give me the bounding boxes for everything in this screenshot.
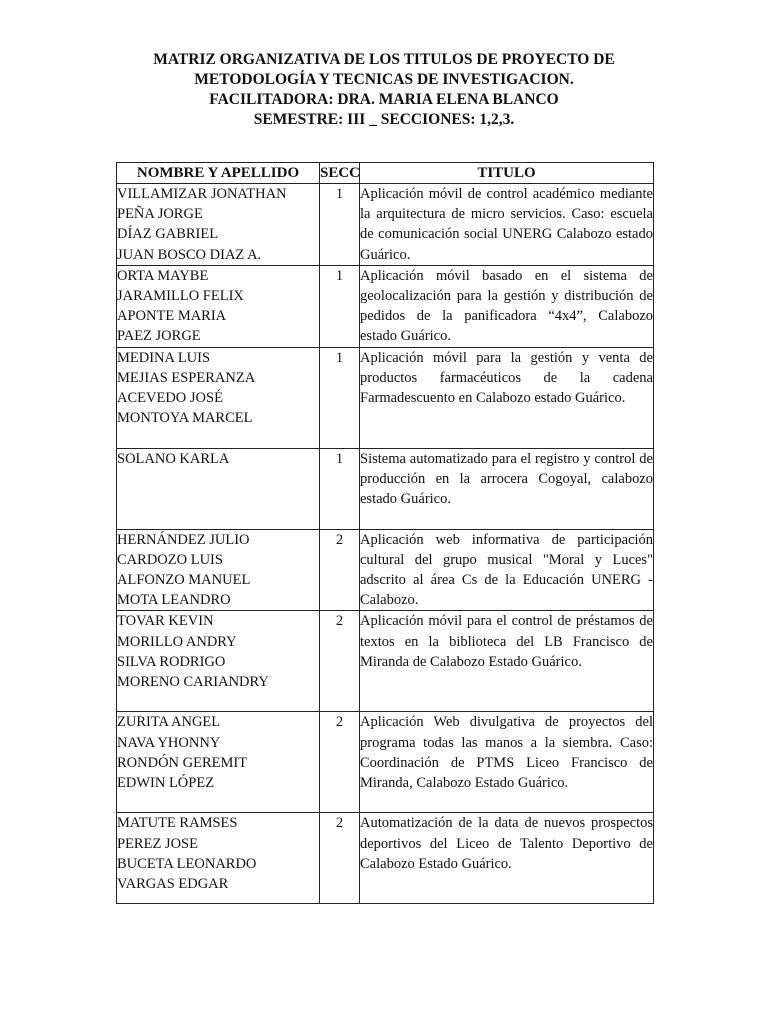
student-name: ACEVEDO JOSÉ	[117, 390, 223, 407]
student-name: DÍAZ GABRIEL	[117, 226, 219, 243]
table-row	[117, 347, 654, 448]
table-row	[117, 611, 654, 712]
student-name: MOTA LEANDRO	[117, 592, 231, 609]
student-names-cell	[117, 265, 320, 347]
student-name: ORTA MAYBE	[117, 267, 209, 284]
project-title-cell: Aplicación móvil para el control de préstamos de textos en la biblioteca del LB Francisco de Miranda de Calabozo Estado Guárico.	[360, 611, 654, 712]
section-cell: 1	[320, 265, 360, 347]
table-row	[117, 529, 654, 611]
student-name: TOVAR KEVIN	[117, 613, 214, 630]
section-cell: 2	[320, 712, 360, 813]
student-names-cell	[117, 347, 320, 448]
student-name: MEJIAS ESPERANZA	[117, 369, 256, 386]
projects-table	[116, 162, 654, 904]
student-name: MORENO CARIANDRY	[117, 674, 269, 691]
section-cell: 2	[320, 529, 360, 611]
project-title-cell: Aplicación móvil para la gestión y venta de productos farmacéuticos de la cadena Farmadescuento en Calabozo estado Guárico.	[360, 347, 654, 448]
section-cell: 2	[320, 611, 360, 712]
student-name: PAEZ JORGE	[117, 328, 201, 345]
project-title-cell: Aplicación móvil de control académico mediante la arquitectura de micro servicios. Caso: escuela de comunicación social UNERG Calabozo estado Guárico.	[360, 184, 654, 266]
column-header-titulo: TITULO	[360, 163, 654, 184]
header-line-4: SEMESTRE: III _ SECCIONES: 1,2,3.	[253, 111, 515, 128]
student-name: BUCETA LEONARDO	[117, 855, 257, 872]
student-name: HERNÁNDEZ JULIO	[117, 531, 250, 548]
student-name: JUAN BOSCO DIAZ A.	[117, 246, 262, 263]
project-title-cell: Sistema automatizado para el registro y control de producción en la arrocera Cogoyal, calabozo estado Guárico.	[360, 448, 654, 529]
student-names-cell	[117, 712, 320, 813]
student-names-cell	[117, 813, 320, 904]
student-name: SILVA RODRIGO	[117, 653, 226, 670]
student-names-cell	[117, 529, 320, 611]
student-name: JARAMILLO FELIX	[117, 288, 244, 305]
table-row	[117, 448, 654, 529]
project-title-cell: Aplicación web informativa de participación cultural del grupo musical "Moral y Luces" adscrito al área Cs de la Educación UNERG - Calabozo.	[360, 529, 654, 611]
student-names-cell	[117, 448, 320, 529]
section-cell: 2	[320, 813, 360, 904]
project-title-cell: Automatización de la data de nuevos prospectos deportivos del Liceo de Talento Deportivo de Calabozo Estado Guárico.	[360, 813, 654, 904]
header-line-3: FACILITADORA: DRA. MARIA ELENA BLANCO	[209, 91, 559, 108]
student-name: ALFONZO MANUEL	[117, 572, 251, 589]
student-name: VILLAMIZAR JONATHAN	[117, 186, 287, 202]
project-title-cell: Aplicación Web divulgativa de proyectos del programa todas las manos a la siembra. Caso: Coordinación de PTMS Liceo Francisco de Miranda, Calabozo Estado Guárico.	[360, 712, 654, 813]
student-names-cell	[117, 184, 320, 266]
section-cell: 1	[320, 448, 360, 529]
table-row	[117, 813, 654, 904]
section-cell: 1	[320, 347, 360, 448]
table-header-row	[117, 163, 654, 184]
student-name: CARDOZO LUIS	[117, 551, 223, 568]
header-line-1: MATRIZ ORGANIZATIVA DE LOS TITULOS DE PROYECTO DE	[153, 51, 615, 68]
column-header-secc: SECC	[320, 163, 360, 184]
header-line-2: METODOLOGÍA Y TECNICAS DE INVESTIGACION.	[194, 71, 574, 88]
student-name: ZURITA ANGEL	[117, 714, 221, 731]
document-header	[0, 50, 768, 130]
student-name: MONTOYA MARCEL	[117, 410, 253, 427]
student-name: NAVA YHONNY	[117, 734, 221, 751]
student-name: EDWIN LÓPEZ	[117, 775, 215, 792]
project-title-cell: Aplicación móvil basado en el sistema de geolocalización para la gestión y distribución de pedidos de la panificadora “4x4”, Calabozo estado Guárico.	[360, 265, 654, 347]
table-row	[117, 184, 654, 266]
section-cell: 1	[320, 184, 360, 266]
student-names-cell	[117, 611, 320, 712]
table-row	[117, 265, 654, 347]
student-name: MEDINA LUIS	[117, 349, 211, 366]
student-name: RONDÓN GEREMIT	[117, 754, 248, 771]
student-name: VARGAS EDGAR	[117, 876, 229, 893]
student-name: PEREZ JOSE	[117, 835, 198, 852]
column-header-names: NOMBRE Y APELLIDO	[117, 163, 320, 184]
student-name: MATUTE RAMSES	[117, 815, 238, 832]
student-name: APONTE MARIA	[117, 308, 227, 325]
table-row	[117, 712, 654, 813]
student-name: PEÑA JORGE	[117, 206, 203, 223]
student-name: MORILLO ANDRY	[117, 633, 237, 650]
student-name: SOLANO KARLA	[117, 450, 230, 467]
